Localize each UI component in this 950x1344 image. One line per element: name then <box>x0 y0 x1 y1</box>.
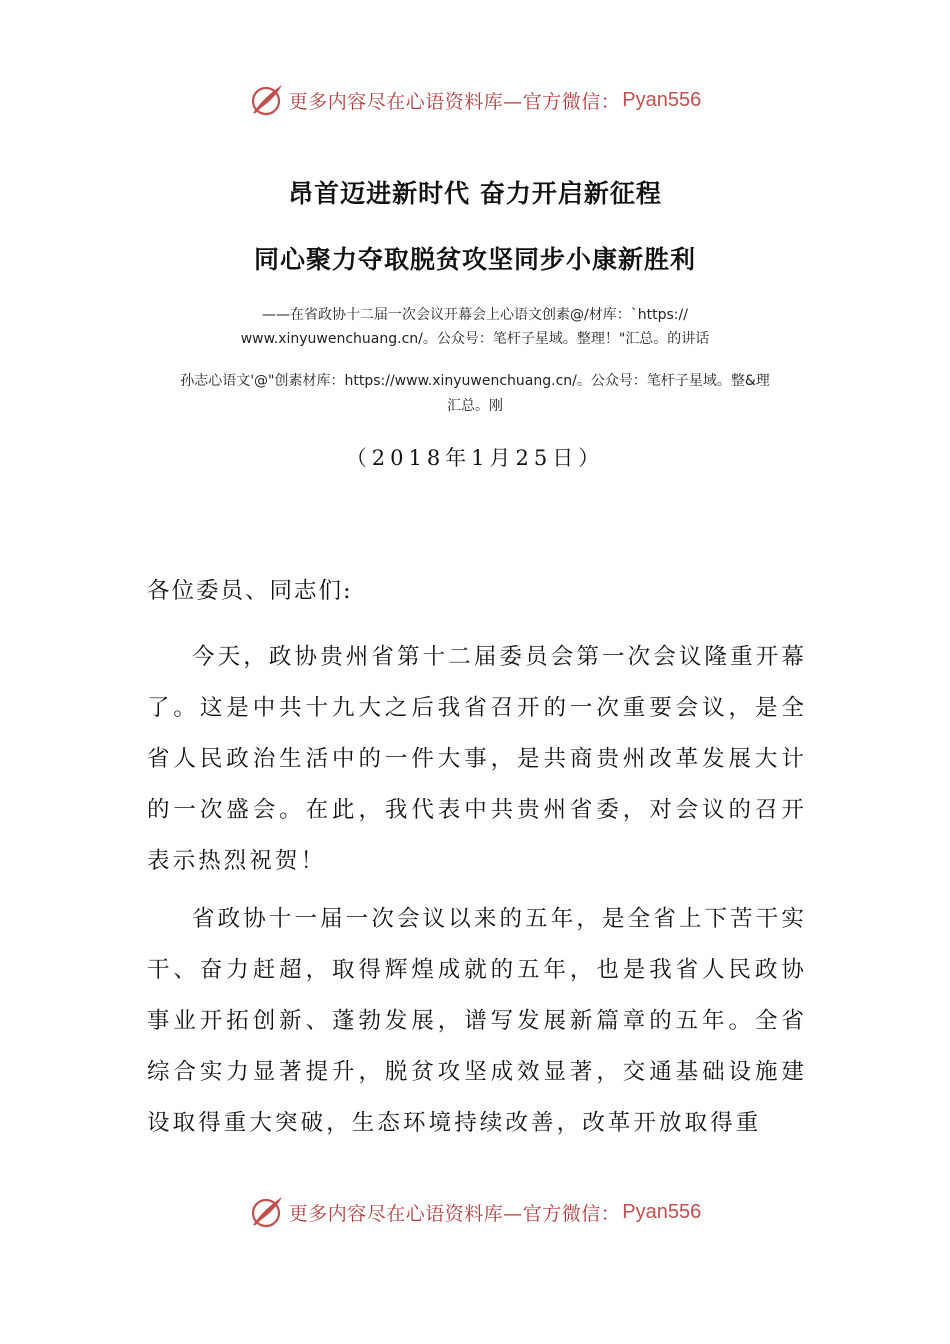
main-title: 昂首迈进新时代 奋力开启新征程 <box>288 179 662 208</box>
body-paragraph: 省政协十一届一次会议以来的五年，是全省上下苦干实干、奋力赶超，取得辉煌成就的五年，也是我省人民政协事业开拓创新、蓬勃发展，谱写发展新篇章的五年。全省综合实力显著提升，脱贫攻坚成效显著，交通基础设施建设取得重大突破，生态环境持续改善，改革开放取得重 <box>147 906 807 1136</box>
sub-title: 同心聚力夺取脱贫攻坚同步小康新胜利 <box>253 245 696 274</box>
subtitle-line-3: 孙志心语文'@"创素材库：https://www.xinyuwenchuang.cn/。公众号：笔杆子星域。整&理 <box>180 373 770 389</box>
header-watermark <box>0 80 950 120</box>
quill-logo-icon <box>249 1194 285 1230</box>
watermark-text: 更多内容尽在心语资料库—官方微信： <box>288 1202 621 1225</box>
subtitle-line-4: 汇总。刚 <box>447 398 503 414</box>
watermark-wechat-id: Pyan556 <box>622 88 702 111</box>
body-paragraph: 今天，政协贵州省第十二届委员会第一次会议隆重开幕了。这是中共十九大之后我省召开的一次重要会议，是全省人民政治生活中的一件大事，是共商贵州改革发展大计的一次盛会。在此，我代表中共贵州省委，对会议的召开表示热烈祝贺！ <box>147 644 807 874</box>
watermark-wechat-id: Pyan556 <box>622 1200 702 1223</box>
subtitle-line-2: www.xinyuwenchuang.cn/。公众号：笔杆子星域。整理！"汇总。的讲话 <box>240 331 710 347</box>
watermark-text: 更多内容尽在心语资料库—官方微信： <box>288 90 621 113</box>
greeting: 各位委员、同志们: <box>147 578 353 604</box>
speech-date: （2018年1月25日） <box>345 446 605 470</box>
quill-logo-icon <box>249 82 285 118</box>
footer-watermark <box>0 1192 950 1232</box>
subtitle-line-1: ——在省政协十二届一次会议开幕会上心语文创素@/材库：`https:// <box>262 307 688 323</box>
